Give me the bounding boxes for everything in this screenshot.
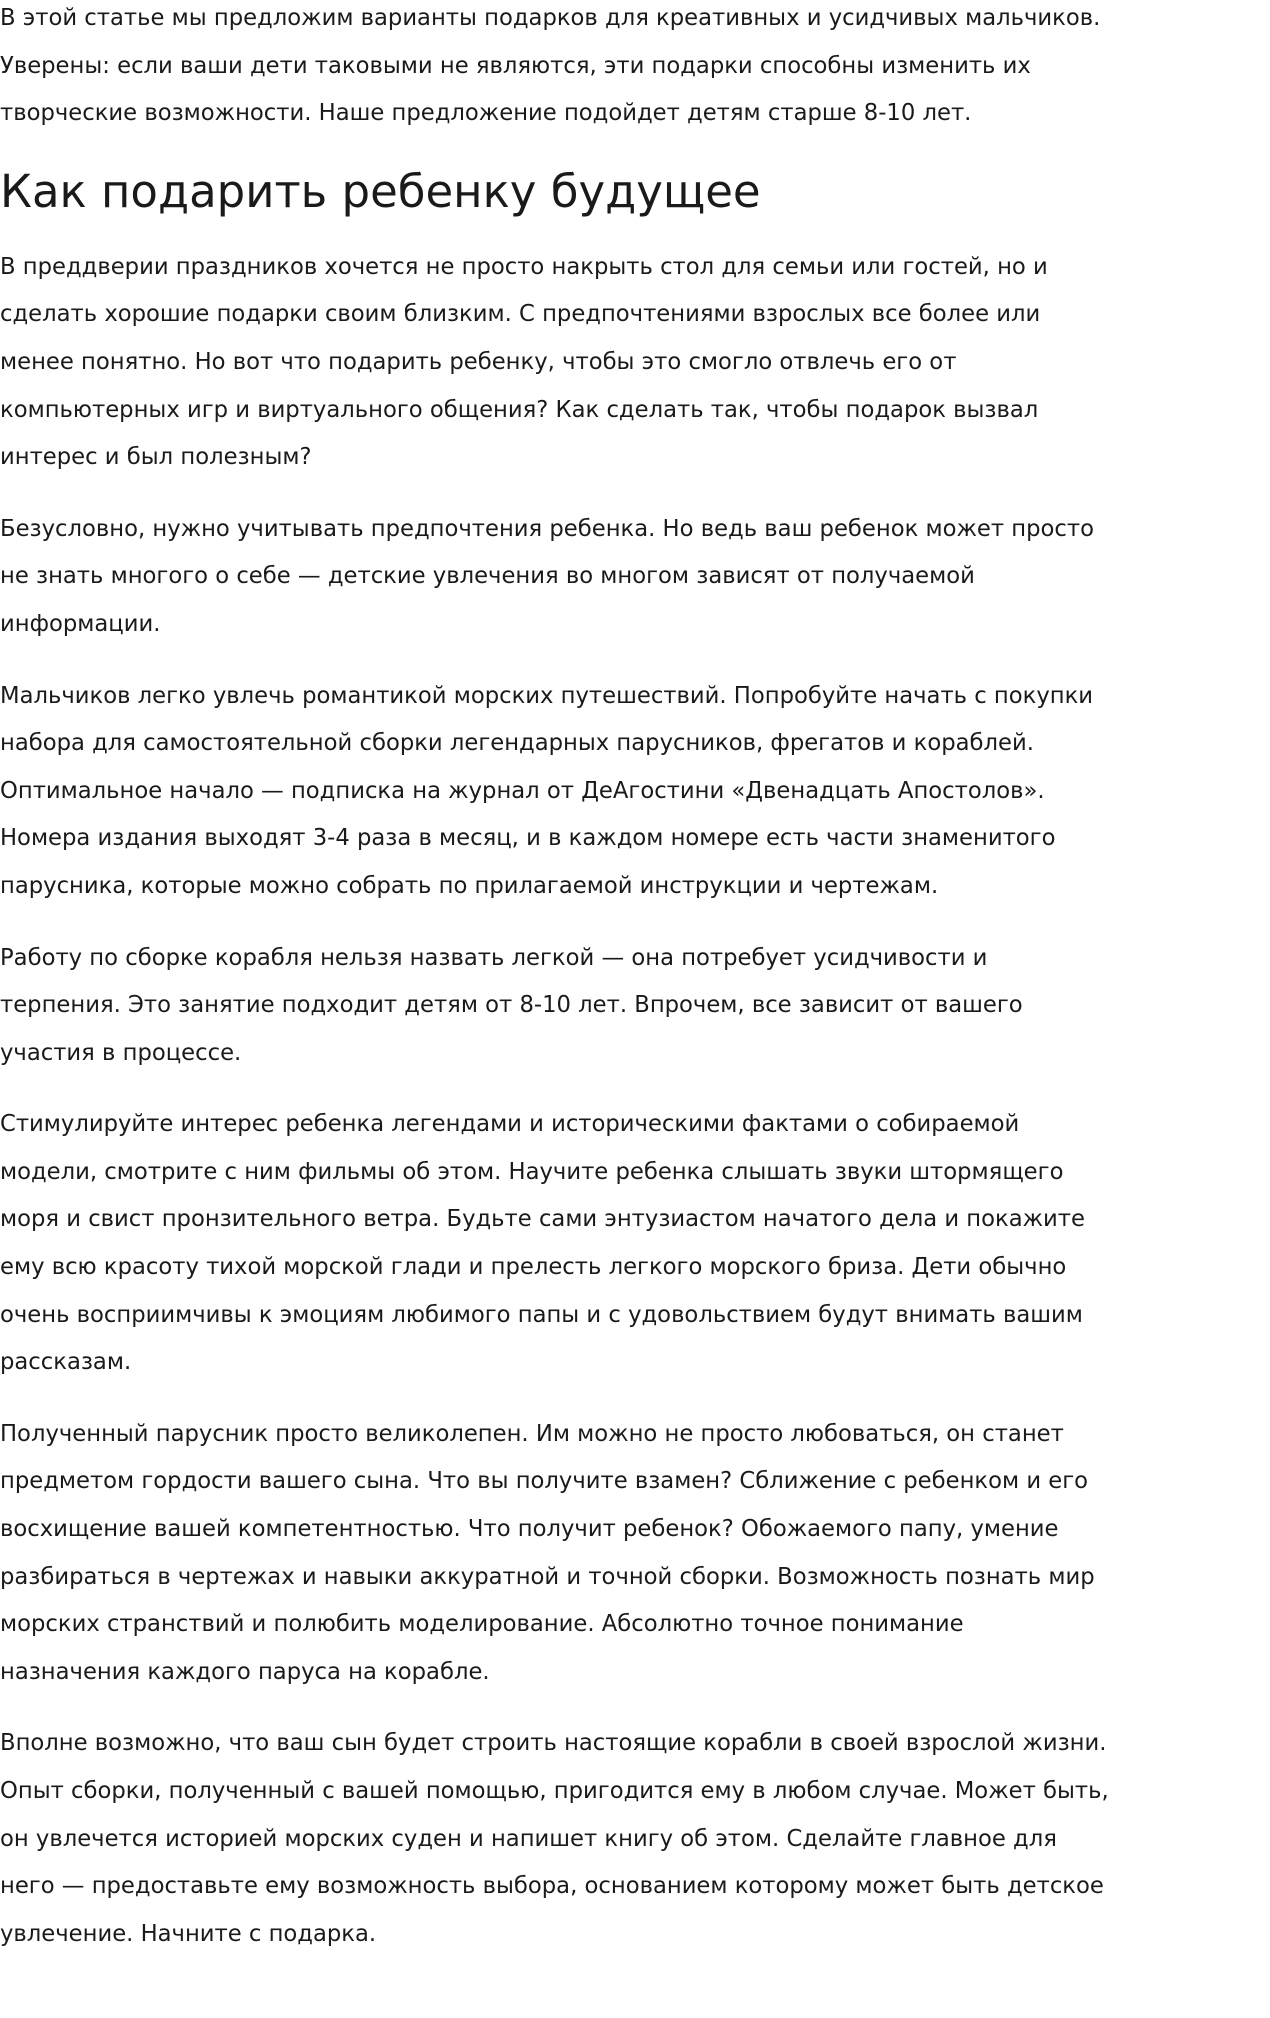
text-line: менее понятно. Но вот что подарить ребенку, чтобы это смогло отвлечь его от xyxy=(0,348,957,375)
paragraph-2 xyxy=(0,506,1270,649)
text-line: Стимулируйте интерес ребенка легендами и историческими фактами о собираемой xyxy=(0,1111,1020,1138)
text-line: восхищение вашей компетентностью. Что получит ребенок? Обожаемого папу, умение xyxy=(0,1516,1059,1543)
text-line: Мальчиков легко увлечь романтикой морских путешествий. Попробуйте начать с покупки xyxy=(0,682,1094,709)
text-line: Безусловно, нужно учитывать предпочтения ребенка. Но ведь ваш ребенок может просто xyxy=(0,515,1094,542)
text-line: Уверены: если ваши дети таковыми не являются, эти подарки способны изменить их xyxy=(0,52,1031,79)
paragraph-6 xyxy=(0,1411,1270,1697)
text-line: Номера издания выходят 3-4 раза в месяц, и в каждом номере есть части знаменитого xyxy=(0,825,1056,852)
text-line: информации. xyxy=(0,610,161,637)
paragraph-5 xyxy=(0,1101,1270,1387)
text-line: морских странствий и полюбить моделирование. Абсолютно точное понимание xyxy=(0,1611,964,1638)
text-line: участия в процессе. xyxy=(0,1039,242,1066)
text-line: Оптимальное начало — подписка на журнал от ДеАгостини «Двенадцать Апостолов». xyxy=(0,777,1045,804)
text-line: не знать многого о себе — детские увлечения во многом зависят от получаемой xyxy=(0,563,975,590)
text-line: парусника, которые можно собрать по прилагаемой инструкции и чертежам. xyxy=(0,872,939,899)
text-line: набора для самостоятельной сборки легендарных парусников, фрегатов и кораблей. xyxy=(0,730,1034,757)
text-line: увлечение. Начните с подарка. xyxy=(0,1920,377,1947)
text-line: разбираться в чертежах и навыки аккуратной и точной сборки. Возможность познать мир xyxy=(0,1563,1095,1590)
text-line: В преддверии праздников хочется не просто накрыть стол для семьи или гостей, но и xyxy=(0,253,1048,280)
paragraph-7 xyxy=(0,1720,1270,1958)
text-line: Вполне возможно, что ваш сын будет строить настоящие корабли в своей взрослой жизни. xyxy=(0,1730,1107,1757)
text-line: него — предоставьте ему возможность выбора, основанием которому может быть детское xyxy=(0,1873,1104,1900)
paragraph-1 xyxy=(0,244,1270,482)
text-line: ему всю красоту тихой морской глади и прелесть легкого морского бриза. Дети обычно xyxy=(0,1254,1067,1281)
text-line: терпения. Это занятие подходит детям от 8-10 лет. Впрочем, все зависит от вашего xyxy=(0,992,1023,1019)
text-line: предметом гордости вашего сына. Что вы получите взамен? Сближение с ребенком и его xyxy=(0,1468,1089,1495)
paragraph-3 xyxy=(0,673,1270,911)
section-heading: Как подарить ребенку будущее xyxy=(0,164,761,218)
text-line: компьютерных игр и виртуального общения? Как сделать так, чтобы подарок вызвал xyxy=(0,396,1039,423)
text-line: Полученный парусник просто великолепен. Им можно не просто любоваться, он станет xyxy=(0,1420,1064,1447)
text-line: очень восприимчивы к эмоциям любимого папы и с удовольствием будут внимать вашим xyxy=(0,1301,1083,1328)
intro-paragraph xyxy=(0,0,1270,138)
text-line: он увлечется историей морских суден и напишет книгу об этом. Сделайте главное для xyxy=(0,1825,1057,1852)
text-line: рассказам. xyxy=(0,1349,132,1376)
text-line: творческие возможности. Наше предложение подойдет детям старше 8-10 лет. xyxy=(0,100,972,127)
paragraph-4 xyxy=(0,935,1270,1078)
text-line: Опыт сборки, полученный с вашей помощью, пригодится ему в любом случае. Может быть, xyxy=(0,1778,1109,1804)
text-line: назначения каждого паруса на корабле. xyxy=(0,1658,490,1685)
text-line: модели, смотрите с ним фильмы об этом. Научите ребенка слышать звуки штормящего xyxy=(0,1158,1064,1185)
text-line: сделать хорошие подарки своим близким. С предпочтениями взрослых все более или xyxy=(0,301,1041,328)
text-line: моря и свист пронзительного ветра. Будьте сами энтузиастом начатого дела и покажите xyxy=(0,1206,1085,1233)
text-line: интерес и был полезным? xyxy=(0,444,312,471)
text-line: Работу по сборке корабля нельзя назвать легкой — она потребует усидчивости и xyxy=(0,944,988,971)
text-line: В этой статье мы предложим варианты подарков для креативных и усидчивых мальчиков. xyxy=(0,5,1101,31)
